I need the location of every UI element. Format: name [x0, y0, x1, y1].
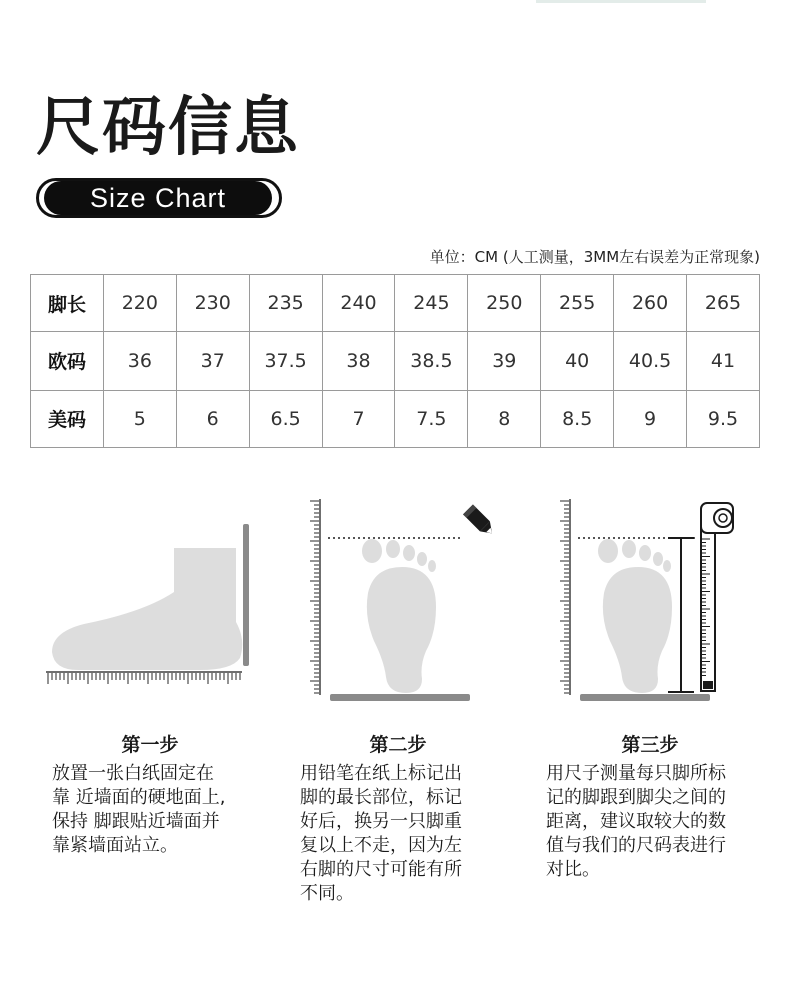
table-cell: 37 [176, 332, 249, 390]
table-cell: 38.5 [395, 332, 468, 390]
step-line: 放置一张白纸固定在 [52, 763, 214, 784]
subtitle-pill: Size Chart [44, 181, 272, 215]
tape-measure-icon [560, 495, 740, 705]
page-title: 尺码信息 [36, 91, 300, 165]
table-cell: 9 [614, 390, 687, 447]
table-cell: 255 [541, 275, 614, 332]
step-line: 保持 脚跟贴近墙面并 [52, 811, 220, 832]
step-1-title: 第一步 [121, 734, 179, 756]
top-accent-line [536, 0, 706, 3]
table-cell: 240 [322, 275, 395, 332]
pencil-icon [460, 500, 500, 540]
table-cell: 39 [468, 332, 541, 390]
table-cell: 230 [176, 275, 249, 332]
step-3-title: 第三步 [621, 734, 679, 756]
table-cell: 37.5 [249, 332, 322, 390]
table-cell: 40.5 [614, 332, 687, 390]
table-cell: 220 [103, 275, 176, 332]
step-line: 用铅笔在纸上标记出 [300, 763, 462, 784]
step-2-title: 第二步 [369, 734, 427, 756]
table-cell: 8 [468, 390, 541, 447]
table-cell: 7 [322, 390, 395, 447]
step-line: 复以上不走，因为左 [300, 835, 462, 856]
row-label: 脚长 [31, 275, 104, 332]
table-cell: 36 [103, 332, 176, 390]
table-row [31, 275, 760, 332]
step-line: 脚的最长部位，标记 [300, 787, 462, 808]
foot-side-icon [40, 520, 260, 690]
table-cell: 41 [687, 332, 760, 390]
step-line: 记的脚跟到脚尖之间的 [546, 787, 726, 808]
table-cell: 260 [614, 275, 687, 332]
size-table [30, 274, 760, 448]
table-cell: 245 [395, 275, 468, 332]
table-cell: 5 [103, 390, 176, 447]
table-cell: 7.5 [395, 390, 468, 447]
step-line: 对比。 [546, 859, 600, 880]
step-2-text [300, 762, 462, 906]
table-cell: 38 [322, 332, 395, 390]
table-row [31, 390, 760, 447]
step-line: 右脚的尺寸可能有所 [300, 859, 462, 880]
table-row [31, 332, 760, 390]
table-cell: 6 [176, 390, 249, 447]
step-line: 距离，建议取较大的数 [546, 811, 726, 832]
table-cell: 250 [468, 275, 541, 332]
row-label: 欧码 [31, 332, 104, 390]
unit-note: 单位：CM (人工测量，3MM左右误差为正常现象) [429, 248, 760, 266]
step-line: 靠 近墙面的硬地面上, [52, 787, 226, 808]
table-cell: 40 [541, 332, 614, 390]
step-line: 好后，换另一只脚重 [300, 811, 462, 832]
table-cell: 235 [249, 275, 322, 332]
table-cell: 265 [687, 275, 760, 332]
table-cell: 6.5 [249, 390, 322, 447]
step-line: 值与我们的尺码表进行 [546, 835, 726, 856]
table-cell: 9.5 [687, 390, 760, 447]
step-3-text [546, 762, 726, 882]
step-line: 不同。 [300, 883, 354, 904]
row-label: 美码 [31, 390, 104, 447]
step-1-text [52, 762, 225, 858]
step-line: 靠紧墙面站立。 [52, 835, 178, 856]
table-cell: 8.5 [541, 390, 614, 447]
step-line: 用尺子测量每只脚所标 [546, 763, 726, 784]
